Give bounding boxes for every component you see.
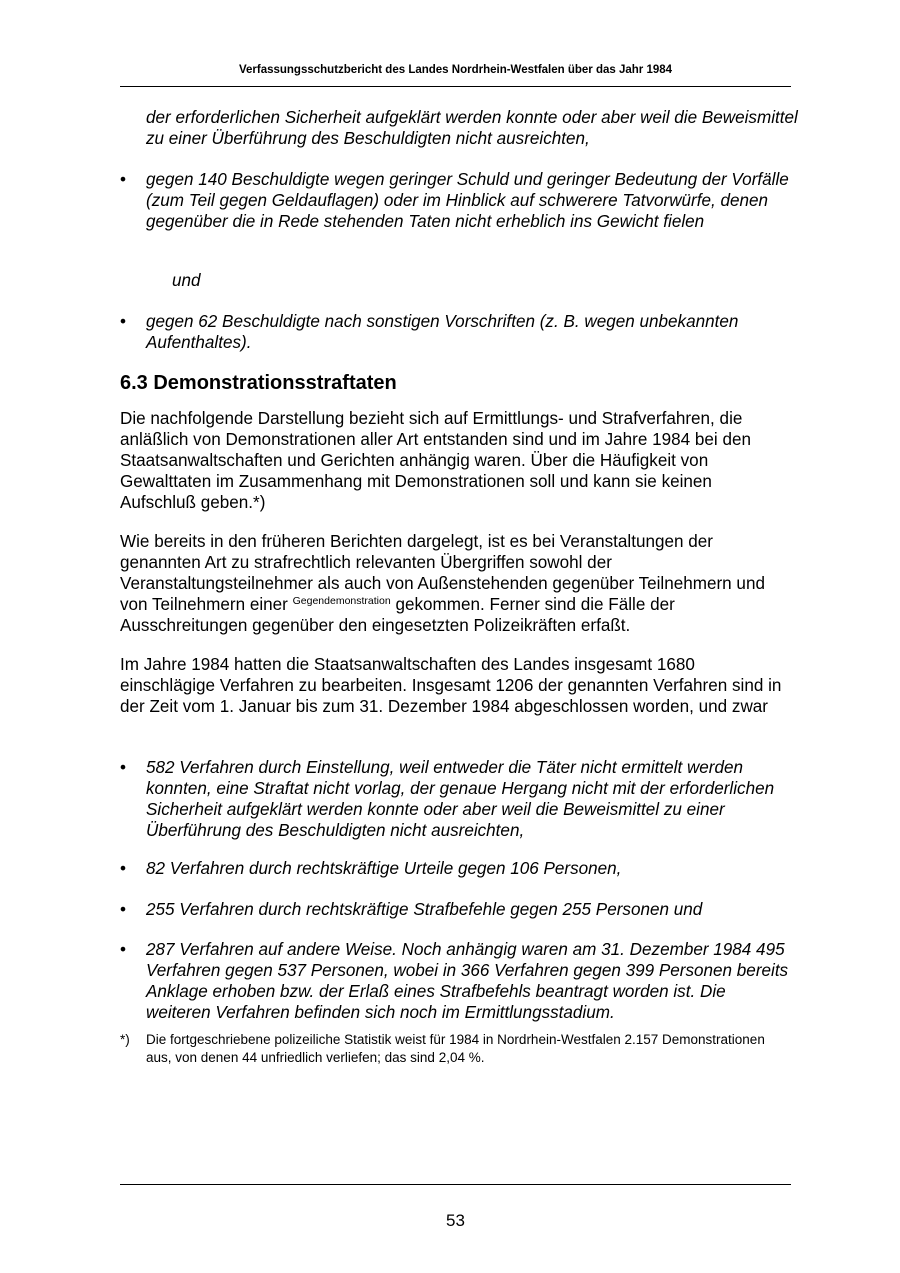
list-item [120, 899, 791, 920]
paragraph-text: gekommen. Ferner sind die Fälle der Ausschreitungen gegenüber den eingesetzten Polizeikräften erfaßt. [120, 595, 675, 635]
paragraph [120, 531, 791, 636]
paragraph-text: Wie bereits in den früheren Berichten dargelegt, ist es bei Veranstaltungen der genannten Art zu strafrechtlich relevanten Übergriffen sowohl der Veranstaltungsteilnehmer als auch von Außenstehenden gegenüber Teilnehmern und von Teilnehmern einer [120, 532, 765, 614]
continuation-text: der erforderlichen Sicherheit aufgeklärt werden konnte oder aber weil die Beweismittel zu einer Überführung des Beschuldigten nicht ausreichten, [146, 108, 798, 148]
bullet-marker: • [120, 758, 126, 777]
bullet-marker: • [120, 312, 126, 331]
connector-text: und [172, 271, 201, 290]
list-item [120, 169, 791, 232]
bullet-marker: • [120, 940, 126, 959]
list-item [120, 939, 791, 1023]
footnote [120, 1031, 791, 1067]
list-item [120, 858, 791, 879]
list-item-text: 255 Verfahren durch rechtskräftige Strafbefehle gegen 255 Personen und [146, 900, 703, 919]
footnote-marker: *) [120, 1032, 130, 1047]
footnote-text: Die fortgeschriebene polizeiliche Statistik weist für 1984 in Nordrhein-Westfalen 2.157 Demonstrationen aus, von denen 44 unfriedlich verliefen; das sind 2,04 %. [146, 1032, 765, 1065]
section-heading: 6.3 Demonstrationsstraftaten [120, 372, 397, 394]
list-item-text: gegen 140 Beschuldigte wegen geringer Schuld und geringer Bedeutung der Vorfälle (zum Teil gegen Geldauflagen) oder im Hinblick auf schwerere Tatvorwürfe, denen gegenüber die in Rede stehenden Taten nicht erheblich ins Gewicht fielen [146, 170, 789, 231]
running-header: Verfassungsschutzbericht des Landes Nordrhein-Westfalen über das Jahr 1984 [238, 64, 673, 76]
superscript-word: Gegendemonstration [292, 595, 391, 607]
footer-rule [120, 1184, 791, 1185]
header-rule [120, 86, 791, 87]
list-item-text: 287 Verfahren auf andere Weise. Noch anhängig waren am 31. Dezember 1984 495 Verfahren gegen 537 Personen, wobei in 366 Verfahren gegen 399 Personen bereits Anklage erhoben bzw. der Erlaß eines Strafbefehls beantragt worden ist. Die weiteren Verfahren befinden sich noch im Ermittlungsstadium. [146, 940, 789, 1022]
list-item [120, 757, 791, 841]
page-number: 53 [446, 1211, 465, 1230]
paragraph: Die nachfolgende Darstellung bezieht sich auf Ermittlungs- und Strafverfahren, die anläßlich von Demonstrationen aller Art entstanden sind und im Jahre 1984 bei den Staatsanwaltschaften und Gerichten anhängig waren. Über die Häufigkeit von Gewalttaten im Zusammenhang mit Demonstrationen soll und kann sie keinen Aufschluß geben.*) [120, 409, 751, 512]
bullet-marker: • [120, 859, 126, 878]
bullet-marker: • [120, 900, 126, 919]
paragraph: Im Jahre 1984 hatten die Staatsanwaltschaften des Landes insgesamt 1680 einschlägige Verfahren zu bearbeiten. Insgesamt 1206 der genannten Verfahren sind in der Zeit vom 1. Januar bis zum 31. Dezember 1984 abgeschlossen worden, und zwar [120, 655, 782, 716]
list-item-text: 582 Verfahren durch Einstellung, weil entweder die Täter nicht ermittelt werden konnten, eine Straftat nicht vorlag, der genaue Hergang nicht mit der erforderlichen Sicherheit aufgeklärt werden konnte oder aber weil die Beweismittel zu einer Überführung des Beschuldigten nicht ausreichten, [146, 758, 775, 840]
list-item-text: gegen 62 Beschuldigte nach sonstigen Vorschriften (z. B. wegen unbekannten Aufenthaltes). [146, 312, 739, 352]
list-item-text: 82 Verfahren durch rechtskräftige Urteile gegen 106 Personen, [146, 859, 622, 878]
bullet-marker: • [120, 170, 126, 189]
list-item [120, 311, 791, 353]
